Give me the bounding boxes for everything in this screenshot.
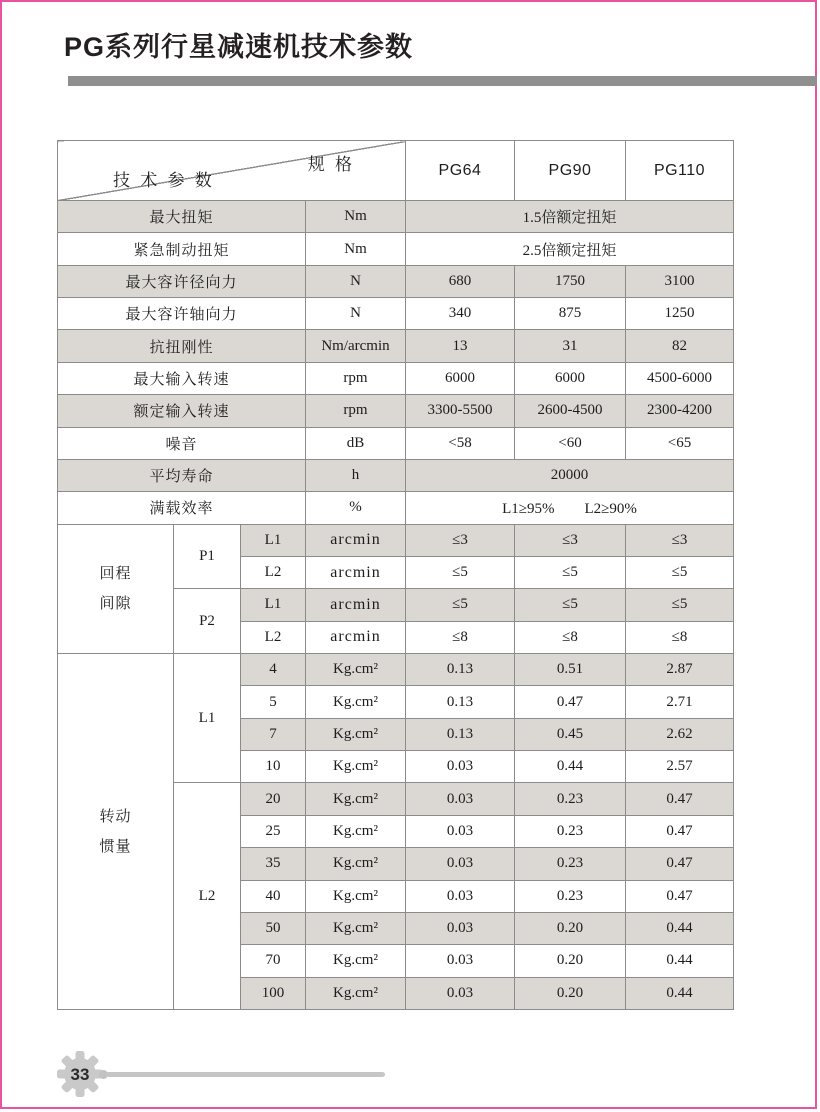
value-cell: 6000 bbox=[406, 362, 515, 394]
stage-group-cell: L1 bbox=[174, 654, 241, 783]
value-cell: 0.20 bbox=[515, 945, 626, 977]
value-cell: 0.44 bbox=[515, 751, 626, 783]
inertia-label-line2: 惯量 bbox=[99, 838, 132, 855]
value-cell: 0.44 bbox=[626, 945, 734, 977]
value-cell: <65 bbox=[626, 427, 734, 459]
value-cell: ≤8 bbox=[406, 621, 515, 653]
value-cell: 0.03 bbox=[406, 912, 515, 944]
ratio-cell: 20 bbox=[241, 783, 306, 815]
unit-cell: Kg.cm² bbox=[306, 848, 406, 880]
value-span-cell: 20000 bbox=[406, 459, 734, 491]
table-row bbox=[58, 395, 734, 427]
ratio-cell: 10 bbox=[241, 751, 306, 783]
ratio-cell: 7 bbox=[241, 718, 306, 750]
value-cell: 0.47 bbox=[626, 815, 734, 847]
value-cell: 0.44 bbox=[626, 912, 734, 944]
precision-group-cell: P1 bbox=[174, 524, 241, 589]
stage-level-cell: L1 bbox=[241, 589, 306, 621]
param-label-cell: 最大输入转速 bbox=[58, 362, 306, 394]
ratio-cell: 4 bbox=[241, 654, 306, 686]
table-header-row bbox=[58, 141, 734, 201]
stage-level-cell: L1 bbox=[241, 524, 306, 556]
table-row bbox=[58, 233, 734, 265]
table-row bbox=[58, 330, 734, 362]
param-label-cell: 抗扭刚性 bbox=[58, 330, 306, 362]
value-cell: 2600-4500 bbox=[515, 395, 626, 427]
value-cell: 0.13 bbox=[406, 686, 515, 718]
value-cell: 0.03 bbox=[406, 880, 515, 912]
unit-cell: h bbox=[306, 459, 406, 491]
value-cell: 2.71 bbox=[626, 686, 734, 718]
value-cell: 0.13 bbox=[406, 718, 515, 750]
value-cell: 340 bbox=[406, 298, 515, 330]
value-cell: 3300-5500 bbox=[406, 395, 515, 427]
value-cell: 0.03 bbox=[406, 848, 515, 880]
table-row bbox=[58, 427, 734, 459]
value-cell: ≤8 bbox=[626, 621, 734, 653]
value-cell: 0.03 bbox=[406, 945, 515, 977]
spec-table bbox=[57, 140, 734, 1010]
value-cell: 2.57 bbox=[626, 751, 734, 783]
precision-group-cell: P2 bbox=[174, 589, 241, 654]
value-cell: 0.51 bbox=[515, 654, 626, 686]
param-label-cell: 最大扭矩 bbox=[58, 201, 306, 233]
value-cell: 0.47 bbox=[626, 880, 734, 912]
value-cell: 0.47 bbox=[626, 783, 734, 815]
unit-cell: Kg.cm² bbox=[306, 945, 406, 977]
value-cell: 0.47 bbox=[515, 686, 626, 718]
value-span-cell: 1.5倍额定扭矩 bbox=[406, 201, 734, 233]
value-cell: 0.23 bbox=[515, 783, 626, 815]
unit-cell: Nm/arcmin bbox=[306, 330, 406, 362]
param-label-cell: 最大容许轴向力 bbox=[58, 298, 306, 330]
value-cell: ≤5 bbox=[515, 589, 626, 621]
unit-cell: % bbox=[306, 492, 406, 524]
unit-cell: Kg.cm² bbox=[306, 718, 406, 750]
value-cell: ≤5 bbox=[626, 556, 734, 588]
table-corner-cell bbox=[58, 141, 406, 201]
value-cell: 0.23 bbox=[515, 848, 626, 880]
value-cell: ≤5 bbox=[515, 556, 626, 588]
value-cell: ≤3 bbox=[515, 524, 626, 556]
value-cell: 0.20 bbox=[515, 912, 626, 944]
table-row bbox=[58, 459, 734, 491]
ratio-cell: 25 bbox=[241, 815, 306, 847]
unit-cell: Nm bbox=[306, 201, 406, 233]
ratio-cell: 70 bbox=[241, 945, 306, 977]
unit-cell: N bbox=[306, 265, 406, 297]
table-row bbox=[58, 201, 734, 233]
value-cell: 1750 bbox=[515, 265, 626, 297]
value-cell: 3100 bbox=[626, 265, 734, 297]
param-label-cell: 满载效率 bbox=[58, 492, 306, 524]
unit-cell: Kg.cm² bbox=[306, 815, 406, 847]
value-cell: 0.44 bbox=[626, 977, 734, 1009]
value-cell: ≤5 bbox=[406, 556, 515, 588]
column-header-pg110: PG110 bbox=[626, 141, 734, 201]
value-span-cell: 2.5倍额定扭矩 bbox=[406, 233, 734, 265]
param-label-cell: 紧急制动扭矩 bbox=[58, 233, 306, 265]
value-cell: 6000 bbox=[515, 362, 626, 394]
value-cell: 13 bbox=[406, 330, 515, 362]
unit-cell: Kg.cm² bbox=[306, 654, 406, 686]
value-cell: 82 bbox=[626, 330, 734, 362]
value-cell: ≤3 bbox=[626, 524, 734, 556]
title-underline-bar bbox=[68, 76, 817, 86]
stage-group-cell: L2 bbox=[174, 783, 241, 1010]
value-cell: 0.47 bbox=[626, 848, 734, 880]
page-title: PG系列行星减速机技术参数 bbox=[64, 32, 414, 62]
unit-cell: arcmin bbox=[306, 524, 406, 556]
value-cell: ≤8 bbox=[515, 621, 626, 653]
value-cell: 875 bbox=[515, 298, 626, 330]
value-cell: <58 bbox=[406, 427, 515, 459]
value-cell: 0.45 bbox=[515, 718, 626, 750]
inertia-label-cell bbox=[58, 654, 174, 1010]
inertia-label-line1: 转动 bbox=[99, 808, 132, 825]
footer-decorative-line bbox=[106, 1072, 385, 1077]
unit-cell: arcmin bbox=[306, 589, 406, 621]
ratio-cell: 5 bbox=[241, 686, 306, 718]
unit-cell: Nm bbox=[306, 233, 406, 265]
corner-spec-label: 规 格 bbox=[307, 155, 355, 174]
backlash-label-line1: 回程 bbox=[99, 565, 132, 582]
table-row bbox=[58, 654, 734, 686]
value-cell: 31 bbox=[515, 330, 626, 362]
page-number: 33 bbox=[70, 1065, 90, 1084]
unit-cell: arcmin bbox=[306, 556, 406, 588]
stage-level-cell: L2 bbox=[241, 556, 306, 588]
param-label-cell: 平均寿命 bbox=[58, 459, 306, 491]
value-cell: ≤5 bbox=[626, 589, 734, 621]
value-cell: 2.62 bbox=[626, 718, 734, 750]
unit-cell: Kg.cm² bbox=[306, 686, 406, 718]
value-cell: 0.03 bbox=[406, 977, 515, 1009]
value-cell: ≤5 bbox=[406, 589, 515, 621]
value-cell: ≤3 bbox=[406, 524, 515, 556]
unit-cell: dB bbox=[306, 427, 406, 459]
value-span-cell: L1≥95% L2≥90% bbox=[406, 492, 734, 524]
value-cell: 0.20 bbox=[515, 977, 626, 1009]
value-cell: 2.87 bbox=[626, 654, 734, 686]
unit-cell: rpm bbox=[306, 362, 406, 394]
param-label-cell: 额定输入转速 bbox=[58, 395, 306, 427]
value-cell: <60 bbox=[515, 427, 626, 459]
table-row bbox=[58, 362, 734, 394]
table-row bbox=[58, 265, 734, 297]
corner-param-label: 技 术 参 数 bbox=[113, 171, 215, 190]
ratio-cell: 100 bbox=[241, 977, 306, 1009]
unit-cell: rpm bbox=[306, 395, 406, 427]
column-header-pg64: PG64 bbox=[406, 141, 515, 201]
value-cell: 0.03 bbox=[406, 815, 515, 847]
unit-cell: Kg.cm² bbox=[306, 751, 406, 783]
value-cell: 1250 bbox=[626, 298, 734, 330]
value-cell: 2300-4200 bbox=[626, 395, 734, 427]
value-cell: 0.13 bbox=[406, 654, 515, 686]
unit-cell: Kg.cm² bbox=[306, 783, 406, 815]
stage-level-cell: L2 bbox=[241, 621, 306, 653]
value-cell: 0.23 bbox=[515, 880, 626, 912]
backlash-label-cell bbox=[58, 524, 174, 653]
column-header-pg90: PG90 bbox=[515, 141, 626, 201]
page-number-gear-icon bbox=[56, 1050, 104, 1098]
param-label-cell: 最大容许径向力 bbox=[58, 265, 306, 297]
unit-cell: N bbox=[306, 298, 406, 330]
param-label-cell: 噪音 bbox=[58, 427, 306, 459]
value-cell: 0.03 bbox=[406, 751, 515, 783]
ratio-cell: 50 bbox=[241, 912, 306, 944]
spec-table-container bbox=[57, 140, 734, 1010]
value-cell: 4500-6000 bbox=[626, 362, 734, 394]
value-cell: 680 bbox=[406, 265, 515, 297]
table-row bbox=[58, 492, 734, 524]
unit-cell: arcmin bbox=[306, 621, 406, 653]
table-row bbox=[58, 524, 734, 556]
unit-cell: Kg.cm² bbox=[306, 880, 406, 912]
ratio-cell: 40 bbox=[241, 880, 306, 912]
unit-cell: Kg.cm² bbox=[306, 977, 406, 1009]
ratio-cell: 35 bbox=[241, 848, 306, 880]
table-row bbox=[58, 298, 734, 330]
value-cell: 0.03 bbox=[406, 783, 515, 815]
value-cell: 0.23 bbox=[515, 815, 626, 847]
unit-cell: Kg.cm² bbox=[306, 912, 406, 944]
backlash-label-line2: 间隙 bbox=[99, 595, 132, 612]
